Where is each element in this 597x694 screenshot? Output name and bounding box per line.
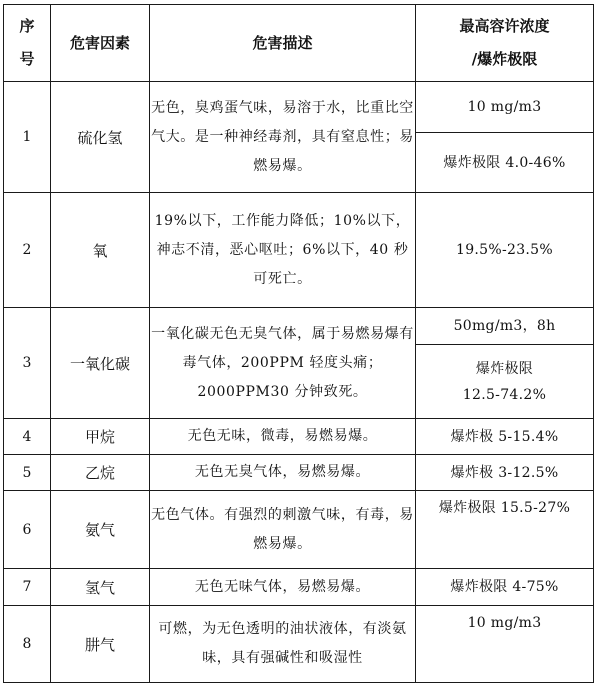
row-limit: 爆炸极 5-15.4%: [416, 419, 594, 455]
row-description: 无色无臭气体，易燃易爆。: [150, 455, 416, 491]
table-row: [4, 419, 594, 455]
row-description: 无色无味，微毒，易燃易爆。: [150, 419, 416, 455]
row-factor: 一氧化碳: [51, 308, 150, 419]
row-factor: 硫化氢: [51, 82, 150, 193]
table-row: [4, 308, 594, 345]
row-description: 一氧化碳无色无臭气体，属于易燃易爆有毒气体，200PPM 轻度头痛；2000PPM30 分钟致死。: [150, 308, 416, 419]
row-description: 无色无味气体，易燃易爆。: [150, 569, 416, 606]
table-row: [4, 82, 594, 133]
header-limit: [416, 5, 594, 82]
row-factor: 甲烷: [51, 419, 150, 455]
row-description: 无色气体。有强烈的刺激气味，有毒，易燃易爆。: [150, 491, 416, 569]
row-index: 1: [4, 82, 51, 193]
row-index: 2: [4, 193, 51, 308]
header-description: 危害描述: [150, 5, 416, 82]
row-explosion-limit: 爆炸极限 4.0-46%: [416, 133, 594, 193]
row-index: 5: [4, 455, 51, 491]
header-row: [4, 5, 594, 82]
row-factor: 氧: [51, 193, 150, 308]
row-factor: 氢气: [51, 569, 150, 606]
row-index: 7: [4, 569, 51, 606]
header-index-line1: 序: [19, 17, 35, 35]
row-description: 19%以下，工作能力降低；10%以下，神志不清，恶心呕吐；6%以下，40 秒可死亡。: [150, 193, 416, 308]
row-index: 6: [4, 491, 51, 569]
table-row: [4, 569, 594, 606]
header-index-line2: 号: [19, 50, 35, 68]
table-row: [4, 455, 594, 491]
row-index: 3: [4, 308, 51, 419]
header-limit-line1: 最高容许浓度: [459, 17, 550, 35]
row-explosion-limit: [416, 345, 594, 419]
row-limit: 爆炸极 3-12.5%: [416, 455, 594, 491]
header-factor: 危害因素: [51, 5, 150, 82]
row-index: 8: [4, 606, 51, 683]
row-description: 可燃，为无色透明的油状液体，有淡氨味，具有强碱性和吸湿性: [150, 606, 416, 683]
row-limit: 爆炸极限 15.5-27%: [416, 491, 594, 569]
row-factor: 乙烷: [51, 455, 150, 491]
table-row: [4, 491, 594, 569]
row-limit: 10 mg/m3: [416, 606, 594, 683]
row-limit: 50mg/m3，8h: [416, 308, 594, 345]
table-row: [4, 606, 594, 683]
row-limit: 19.5%-23.5%: [416, 193, 594, 308]
row-factor: 氨气: [51, 491, 150, 569]
row-limit: 10 mg/m3: [416, 82, 594, 133]
row-explosion-limit-label: 爆炸极限: [475, 360, 534, 377]
table-row: [4, 193, 594, 308]
row-description: 无色，臭鸡蛋气味，易溶于水，比重比空气大。是一种神经毒剂，具有窒息性；易燃易爆。: [150, 82, 416, 193]
row-index: 4: [4, 419, 51, 455]
header-index: [4, 5, 51, 82]
row-factor: 肼气: [51, 606, 150, 683]
row-explosion-limit-value: 12.5-74.2%: [462, 386, 547, 403]
hazard-table: [3, 4, 594, 683]
row-limit: 爆炸极限 4-75%: [416, 569, 594, 606]
header-limit-line2: /爆炸极限: [471, 50, 538, 68]
